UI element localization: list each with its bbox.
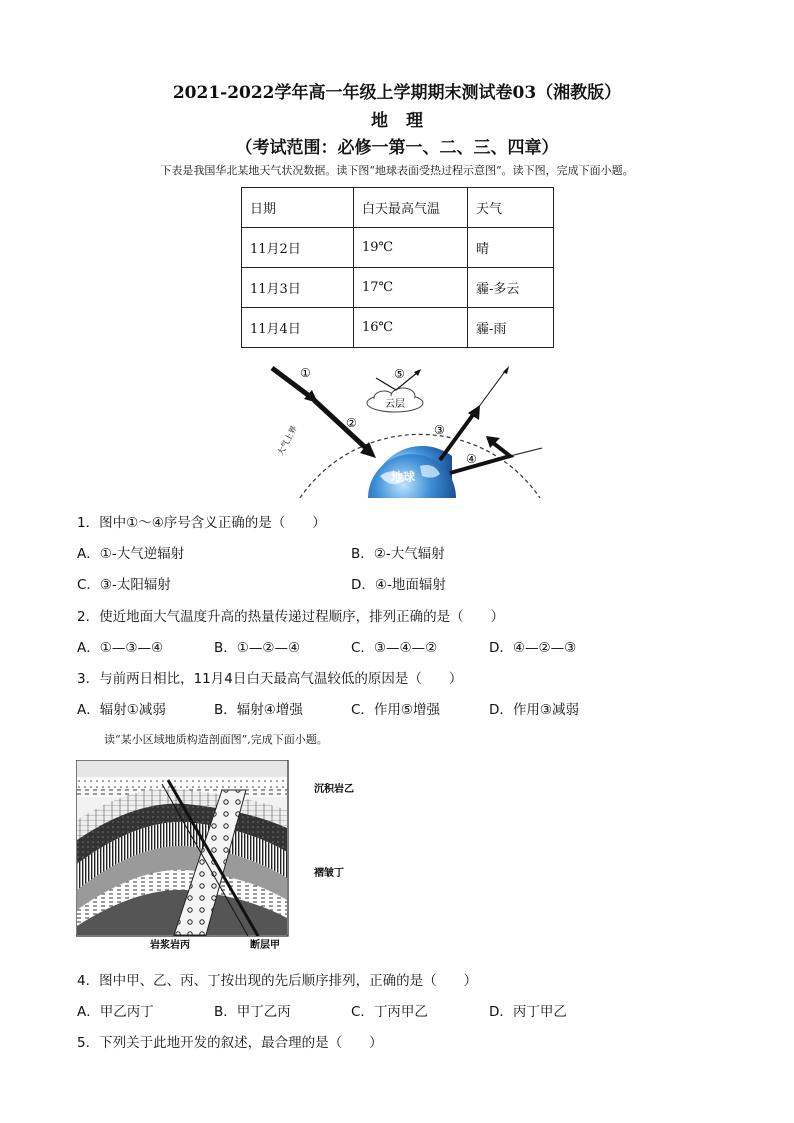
q3-option-c[interactable]: C．作用⑤增强: [351, 702, 441, 718]
table-cell: 16℃: [354, 308, 468, 348]
q1-option-d[interactable]: D．④-地面辐射: [351, 577, 446, 593]
table-cell: 17℃: [354, 268, 468, 308]
question-2: 2．使近地面大气温度升高的热量传递过程顺序，排列正确的是（ ）: [77, 609, 505, 625]
label-2: ②: [346, 416, 357, 430]
earth-label: 地球: [391, 470, 416, 484]
label-magma-rock: 岩浆岩丙: [150, 940, 190, 951]
table-header-cell: 白天最高气温: [354, 188, 468, 228]
arrow-4-thin: [510, 448, 542, 456]
label-5: ⑤: [394, 367, 405, 381]
table-cell: 霾-多云: [468, 268, 554, 308]
q1-option-a[interactable]: A．①-大气逆辐射: [77, 546, 185, 562]
sediment-layer: [77, 777, 287, 789]
label-1: ①: [300, 366, 311, 380]
q1-option-c[interactable]: C．③-太阳辐射: [77, 577, 171, 593]
q4-option-a[interactable]: A．甲乙丙丁: [77, 1004, 154, 1020]
table-row: [242, 228, 554, 268]
q2-option-c[interactable]: C．③—④—②: [351, 640, 438, 656]
geology-section-diagram: [76, 760, 376, 952]
table-cell: 11月3日: [242, 268, 354, 308]
exam-title: 2021-2022学年高一年级上学期期末测试卷03（湘教版）: [172, 83, 622, 103]
table-header-cell: 天气: [468, 188, 554, 228]
heating-process-diagram: [260, 356, 550, 498]
q3-option-b[interactable]: B．辐射④增强: [214, 702, 303, 718]
label-4: ④: [466, 452, 477, 466]
sediment-layer: [77, 761, 287, 777]
q2-option-a[interactable]: A．①—③—④: [77, 640, 164, 656]
q3-option-d[interactable]: D．作用③减弱: [489, 702, 579, 718]
section-intro-2: 读“某小区域地质构造剖面图”,完成下面小题。: [104, 733, 328, 746]
cloud-label: 云层: [385, 399, 405, 410]
label-fault: 断层甲: [250, 940, 280, 951]
question-5: 5．下列关于此地开发的叙述，最合理的是（ ）: [77, 1035, 383, 1051]
q4-option-c[interactable]: C．丁丙甲乙: [351, 1004, 428, 1020]
exam-scope: （考试范围：必修一第一、二、三、四章）: [235, 138, 559, 158]
table-cell: 19℃: [354, 228, 468, 268]
q2-option-b[interactable]: B．①—②—④: [214, 640, 301, 656]
question-3: 3．与前两日相比，11月4日白天最高气温较低的原因是（ ）: [77, 671, 463, 687]
subject-title: 地理: [371, 111, 441, 131]
table-row: [242, 268, 554, 308]
q1-option-b[interactable]: B．②-大气辐射: [351, 546, 445, 562]
table-cell: 晴: [468, 228, 554, 268]
q4-option-b[interactable]: B．甲丁乙丙: [214, 1004, 291, 1020]
label-3: ③: [434, 423, 445, 437]
table-cell: 11月2日: [242, 228, 354, 268]
atmosphere-label: 大气上界: [275, 424, 299, 457]
arrow-4: [450, 442, 510, 473]
table-header-row: [242, 188, 554, 228]
table-header-cell: 日期: [242, 188, 354, 228]
q3-option-a[interactable]: A．辐射①减弱: [77, 702, 166, 718]
table-cell: 霾-雨: [468, 308, 554, 348]
weather-table: [241, 187, 554, 348]
label-sedimentary-rock: 沉积岩乙: [314, 784, 354, 795]
question-4: 4．图中甲、乙、丙、丁按出现的先后顺序排列，正确的是（ ）: [77, 973, 478, 989]
label-fold: 褶皱丁: [314, 868, 344, 879]
arrow-2: [314, 400, 368, 450]
arrow-3-thin: [475, 370, 506, 412]
q2-option-d[interactable]: D．④—②—③: [489, 640, 577, 656]
section-intro: 下表是我国华北某地天气状况数据。读下图“地球表面受热过程示意图”。读下图，完成下面小题。: [160, 164, 634, 177]
question-1: 1．图中①～④序号含义正确的是（ ）: [77, 515, 326, 531]
table-row: [242, 308, 554, 348]
q4-option-d[interactable]: D．丙丁甲乙: [489, 1004, 567, 1020]
table-cell: 11月4日: [242, 308, 354, 348]
